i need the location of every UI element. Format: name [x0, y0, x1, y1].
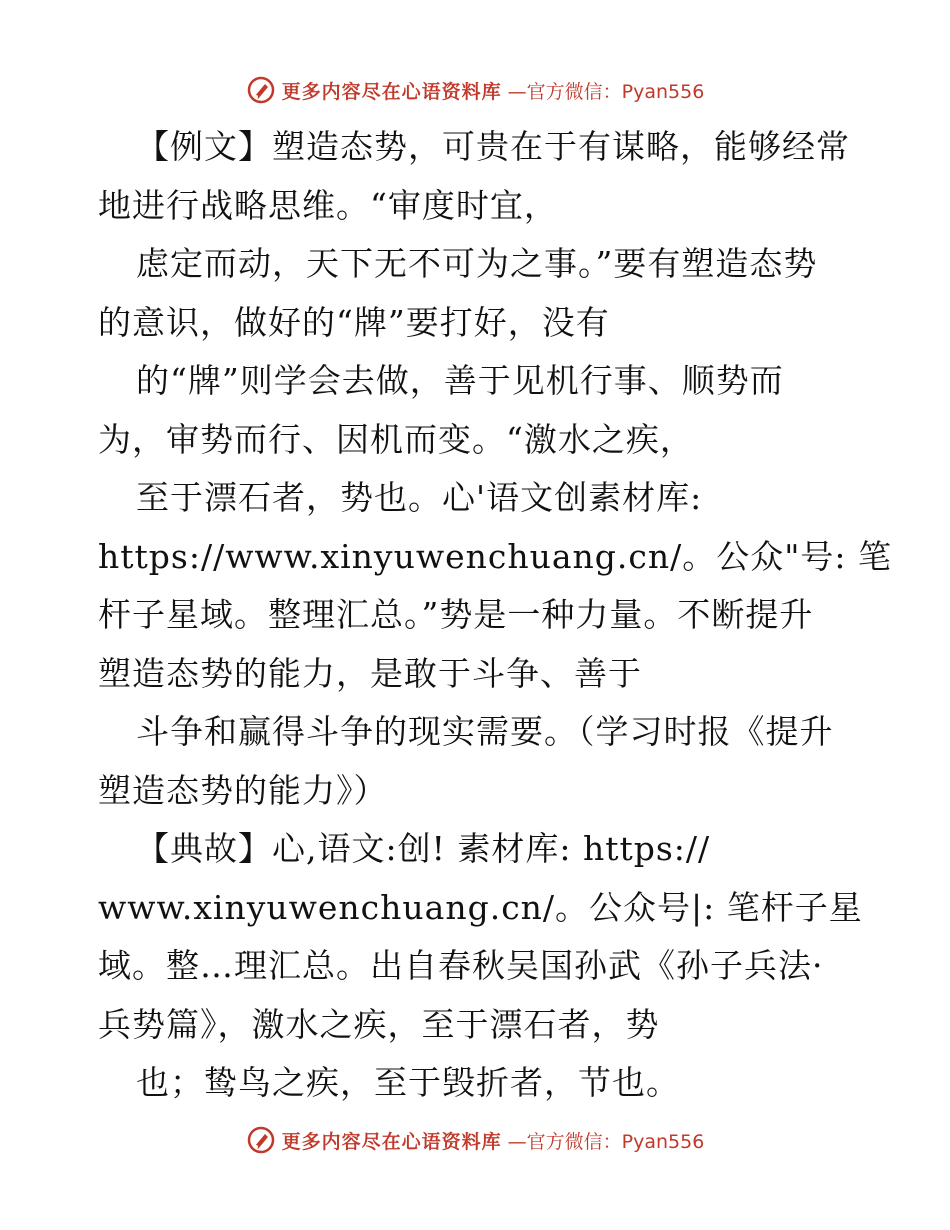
watermark-brand: 更多内容尽在心语资料库: [281, 80, 502, 103]
text-line: 域。整…理汇总。出自春秋吴国孙武《孙子兵法·: [98, 946, 824, 985]
pen-logo-icon: [246, 1125, 276, 1155]
text-line: 斗争和赢得斗争的现实需要。（学习时报《提升: [136, 712, 834, 751]
text-line: 塑造态势的能力，是敢于斗争、善于: [98, 653, 642, 693]
watermark-wechat: —官方微信：Pyan556: [507, 1130, 705, 1153]
footer-watermark: [0, 1120, 950, 1160]
text-line: 地进行战略思维。“审度时宜，: [98, 185, 558, 225]
text-line: www.xinyuwenchuang.cn/。公众号|: 笔杆子星: [98, 887, 863, 927]
text-line: 杆子星域。整理汇总。”势是一种力量。不断提升: [98, 595, 814, 634]
header-watermark: [0, 70, 950, 110]
text-line: 兵势篇》，激水之疾，至于漂石者，势: [98, 1004, 660, 1044]
text-line: 至于漂石者，势也。心'语文创素材库:: [136, 478, 703, 517]
text-line: 也；鸷鸟之疾，至于毁折者，节也。: [136, 1063, 680, 1102]
text-line: 为，审势而行、因机而变。“激水之疾，: [98, 419, 694, 459]
watermark-wechat: —官方微信：Pyan556: [507, 80, 705, 103]
text-line: 塑造态势的能力》）: [98, 770, 388, 810]
pen-logo-icon: [246, 75, 276, 105]
text-line: https://www.xinyuwenchuang.cn/。公众"号: 笔: [98, 536, 893, 576]
text-line: 的“牌”则学会去做，善于见机行事、顺势而: [136, 361, 784, 400]
text-line: 【典故】心,语文:创! 素材库: https://: [136, 829, 711, 868]
text-line: 【例文】塑造态势，可贵在于有谋略，能够经常: [136, 127, 850, 166]
text-line: 的意识，做好的“牌”要打好，没有: [98, 302, 610, 342]
watermark-brand: 更多内容尽在心语资料库: [281, 1130, 502, 1153]
text-line: 虑定而动，天下无不可为之事。”要有塑造态势: [136, 244, 818, 283]
document-body: [98, 118, 893, 1113]
